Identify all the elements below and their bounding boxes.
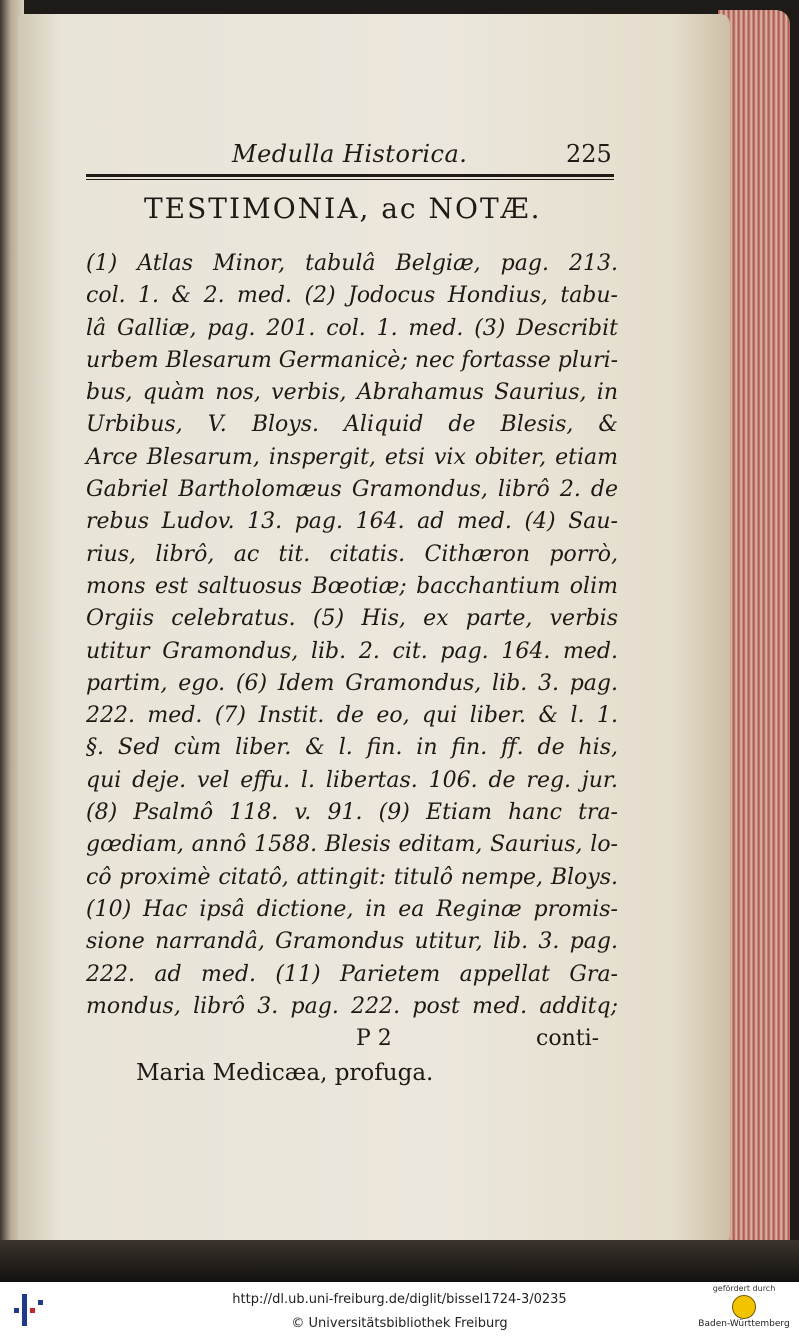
text-line: qui deje. vel effu. l. libertas. 106. de reg. jur. — [86, 767, 618, 793]
state-coat-of-arms-icon — [732, 1295, 756, 1319]
document-url-link[interactable]: http://dl.ub.uni-freiburg.de/diglit/bissel1724-3/0235 — [232, 1292, 567, 1307]
text-line: (10) Hac ipsâ dictione, in ea Reginæ promis- — [86, 896, 618, 922]
section-title: TESTIMONIA, ac NOTÆ. — [144, 192, 542, 225]
page-number: 225 — [566, 140, 612, 168]
text-line: partim, ego. (6) Idem Gramondus, lib. 3. pag. — [86, 670, 618, 696]
text-line: §. Sed cùm liber. & l. fin. in fin. ff. de his, — [86, 735, 618, 761]
text-line: urbem Blesarum Germanicè; nec fortasse pluri- — [86, 347, 619, 373]
text-line: sione narrandâ, Gramondus utitur, lib. 3. pag. — [86, 929, 618, 955]
text-line: 222. med. (7) Instit. de eo, qui liber. & l. 1. — [86, 703, 618, 729]
text-line: Gabriel Bartholomæus Gramondus, librô 2. de — [86, 477, 618, 503]
text-line: Arce Blesarum, inspergit, etsi vix obiter, etiam — [86, 444, 618, 470]
catchword: conti- — [536, 1026, 600, 1051]
text-line: lâ Galliæ, pag. 201. col. 1. med. (3) Describit — [86, 315, 618, 341]
funder-badge[interactable] — [694, 1284, 794, 1329]
signature-mark: P 2 — [356, 1026, 392, 1051]
text-line: col. 1. & 2. med. (2) Jodocus Hondius, tabu- — [86, 283, 618, 309]
text-line: Orgiis celebratus. (5) His, ex parte, verbis — [86, 606, 618, 632]
running-head: Medulla Historica. — [232, 140, 468, 168]
header-rule — [86, 174, 614, 180]
text-line: cô proximè citatô, attingit: titulô nempe, Bloys. — [86, 864, 618, 890]
text-line: Urbibus, V. Bloys. Aliquid de Blesis, & — [86, 412, 618, 438]
text-line: (8) Psalmô 118. v. 91. (9) Etiam hanc tra- — [86, 800, 618, 826]
funder-caption: gefördert durch — [712, 1284, 776, 1293]
text-line: rebus Ludov. 13. pag. 164. ad med. (4) Sau- — [86, 509, 618, 535]
text-line: rius, librô, ac tit. citatis. Cithæron porrò, — [86, 541, 618, 567]
viewer-footer — [0, 1282, 799, 1338]
body-text — [86, 248, 618, 1023]
text-line: utitur Gramondus, lib. 2. cit. pag. 164. med. — [86, 638, 618, 664]
text-line: mons est saltuosus Bœotiæ; bacchantium olim — [86, 573, 618, 599]
text-line: (1) Atlas Minor, tabulâ Belgiæ, pag. 213. — [86, 251, 618, 276]
text-line: gœdiam, annô 1588. Blesis editam, Saurius, lo- — [86, 832, 618, 858]
text-line: 222. ad med. (11) Parietem appellat Gra- — [86, 961, 618, 987]
funder-name: Baden-Württemberg — [698, 1319, 790, 1329]
text-line: mondus, librô 3. pag. 222. post med. additq; — [86, 993, 618, 1019]
copyright-notice: © Universitätsbibliothek Freiburg — [291, 1316, 508, 1331]
book-bottom-shadow — [0, 1240, 799, 1282]
printed-slip-note: Maria Medicæa, profuga. — [136, 1060, 434, 1086]
text-line: bus, quàm nos, verbis, Abrahamus Saurius, in — [86, 380, 618, 406]
